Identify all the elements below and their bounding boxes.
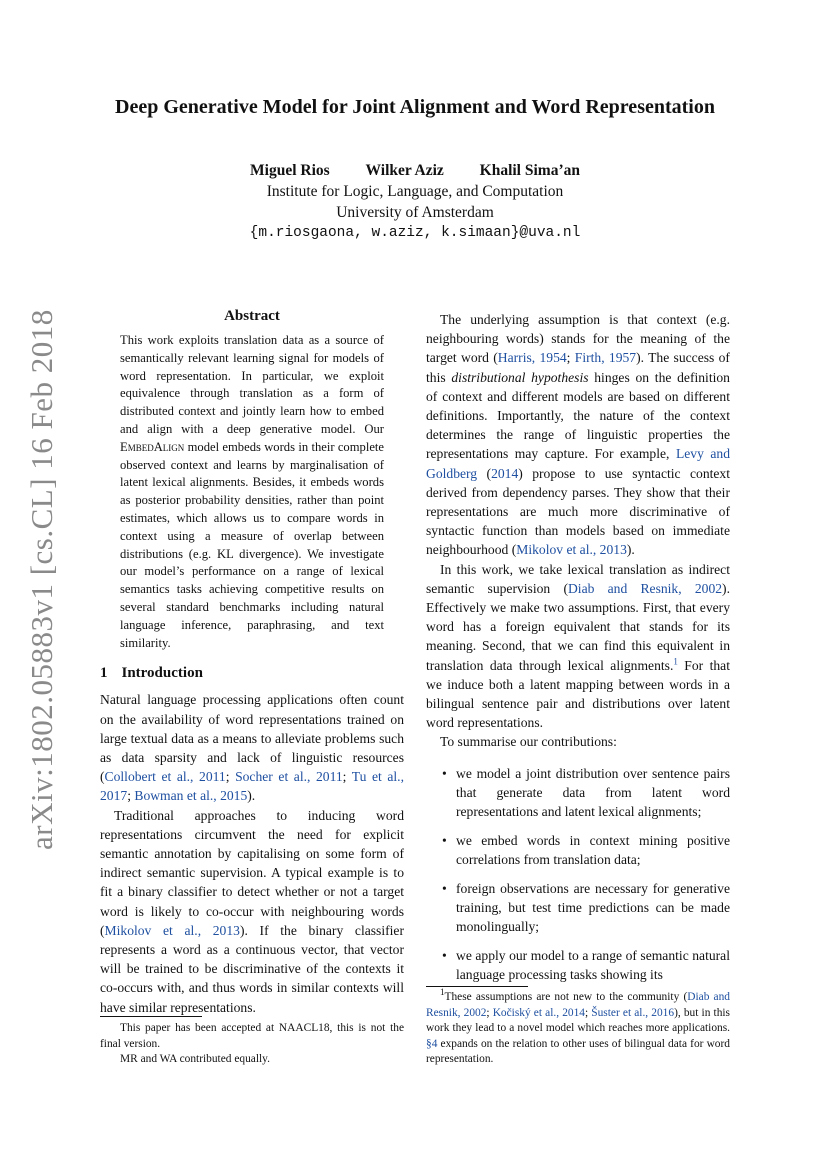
citation-link[interactable]: Tu et al., 2017 bbox=[100, 769, 404, 804]
paragraph: Natural language processing applications often count on the availability of word representations trained on large textual data as a means to alleviate problems such as data sparsity and lack of linguistic resources (Collobert et al., 2011; Socher et al., 2011; Tu et al., 2017; Bowman et al., 2015). bbox=[100, 692, 404, 804]
author-name: Wilker Aziz bbox=[365, 162, 444, 179]
section-title: Introduction bbox=[121, 665, 203, 682]
author-name: Miguel Rios bbox=[250, 162, 330, 179]
citation-link[interactable]: Harris, 1954 bbox=[497, 350, 567, 366]
footnote: This paper has been accepted at NAACL18, this is not the final version. bbox=[100, 1022, 404, 1050]
abstract-heading: Abstract bbox=[224, 308, 280, 324]
arxiv-identifier: arXiv:1802.05883v1 [cs.CL] 16 Feb 2018 bbox=[24, 309, 59, 851]
paragraph: To summarise our contributions: bbox=[440, 734, 617, 750]
paragraph: In this work, we take lexical translation as indirect semantic supervision (Diab and Resnik, 2002). Effectively we make two assumptions. First, that every word has a foreign equivalent that stands for its meaning. Second, that we can find this equivalent in translation data through lexical alignments.$^1$ For that we induce both a latent mapping between words in a bilingual sentence pair and distributions over latent word representations. bbox=[426, 561, 730, 731]
institute: Institute for Logic, Language, and Computation bbox=[266, 183, 564, 200]
footnotes-left bbox=[100, 1021, 404, 1068]
citation-link[interactable]: Socher et al., 2011 bbox=[235, 769, 343, 785]
author-names bbox=[100, 160, 730, 181]
left-column bbox=[100, 308, 404, 1017]
citation-link[interactable]: Mikolov et al., 2013 bbox=[104, 922, 240, 938]
author-name: Khalil Sima’an bbox=[479, 162, 580, 179]
bullet-icon: • bbox=[442, 832, 447, 848]
paragraph: The underlying assumption is that context (e.g. neighbouring words) stands for the meaning of the target word (Harris, 1954; Firth, 1957). The success of this distributional hypothesis hinges on the definition of context and different models are based on different definitions. Importantly, the nature of the context determines the range of linguistic properties the representations may capture. For example, Levy and Goldberg (2014) propose to use syntactic context derived from dependency parses. They show that their representations are much more discriminative of syntactic function than models based on immediate neighbourhood (Mikolov et al., 2013). bbox=[426, 312, 730, 558]
author-emails: {m.riosgaona, w.aziz, k.simaan}@uva.nl bbox=[249, 225, 581, 241]
abstract-text: This work exploits translation data as a source of semantically relevant learning signal for models of word representation. In particular, we exploit equivalence through translation as a form of distributed context and jointly learn how to embed and align with a deep generative model. Our EmbedAlign model embeds words in their complete observed context and learns by marginalisation of latent lexical alignments. Besides, it embeds words as posterior probability densities, rather than point estimates, which allows us to compare words in context using a measure of overlap between distributions (e.g. KL divergence). We investigate our model’s performance on a range of lexical semantics tasks achieving competitive results on several standard benchmarks including natural language inference, paraphrasing, and text similarity. bbox=[120, 333, 384, 650]
list-item: • we model a joint distribution over sentence pairs that generate data from latent word representations and latent lexical alignments; bbox=[442, 765, 730, 819]
citation-link[interactable]: Firth, 1957 bbox=[574, 350, 637, 366]
citation-link[interactable]: Collobert et al., 2011 bbox=[104, 769, 226, 785]
list-item: • foreign observations are necessary for generative training, but test time predictions can be made monolingually; bbox=[442, 880, 730, 934]
paper-title: Deep Generative Model for Joint Alignment and Word Representation bbox=[115, 96, 715, 118]
list-item: • we apply our model to a range of semantic natural language processing tasks showing its bbox=[442, 947, 730, 982]
section-number: 1 bbox=[100, 665, 108, 682]
emphasis: distributional hypothesis bbox=[451, 369, 589, 385]
citation-link[interactable]: Diab and Resnik, 2002 bbox=[567, 580, 723, 596]
author-block bbox=[100, 160, 730, 244]
list-item: • we embed words in context mining positive correlations from translation data; bbox=[442, 832, 730, 867]
footnote: MR and WA contributed equally. bbox=[120, 1053, 270, 1066]
model-name: EmbedAlign bbox=[120, 439, 185, 454]
citation-link[interactable]: Šuster et al., 2016 bbox=[591, 1006, 675, 1019]
citation-link[interactable]: Levy and Goldberg bbox=[426, 446, 730, 481]
footnote-marker[interactable]: 1 bbox=[673, 656, 678, 667]
citation-link[interactable]: Diab and Resnik, 2002 bbox=[426, 991, 731, 1019]
citation-link[interactable]: 2014 bbox=[491, 465, 519, 481]
right-column bbox=[426, 310, 730, 994]
contribution-list bbox=[426, 764, 730, 984]
paragraph: Traditional approaches to inducing word representations circumvent the need for explicit semantic annotation by capitalising on some form of indirect semantic supervision. A typical example is to fit a binary classifier to detect whether or not a target word is likely to co-occur with neighbouring words (Mikolov et al., 2013). If the binary classifier represents a word as a continuous vector, that vector will be trained to be discriminative of the contexts it co-occurs with, and thus words in similar contexts will have similar representations. bbox=[100, 807, 404, 1015]
citation-link[interactable]: Bowman et al., 2015 bbox=[134, 788, 248, 804]
footnote: $^1$These assumptions are not new to the community (Diab and Resnik, 2002; Kočiský et al., 2014; Šuster et al., 2016), but in this work they lead to a novel model which reaches more applications. §4 expands on the relation to other uses of bilingual data for word representation. bbox=[426, 987, 731, 1066]
footnote-number: 1 bbox=[440, 987, 445, 998]
bullet-icon: • bbox=[442, 765, 447, 781]
university: University of Amsterdam bbox=[336, 204, 494, 221]
section-link[interactable]: §4 bbox=[426, 1037, 438, 1050]
bullet-icon: • bbox=[442, 880, 447, 896]
citation-link[interactable]: Kočiský et al., 2014 bbox=[492, 1006, 585, 1019]
bullet-icon: • bbox=[442, 947, 447, 963]
footnote-divider bbox=[100, 1016, 202, 1017]
section-heading bbox=[100, 665, 404, 682]
citation-link[interactable]: Mikolov et al., 2013 bbox=[516, 542, 627, 558]
